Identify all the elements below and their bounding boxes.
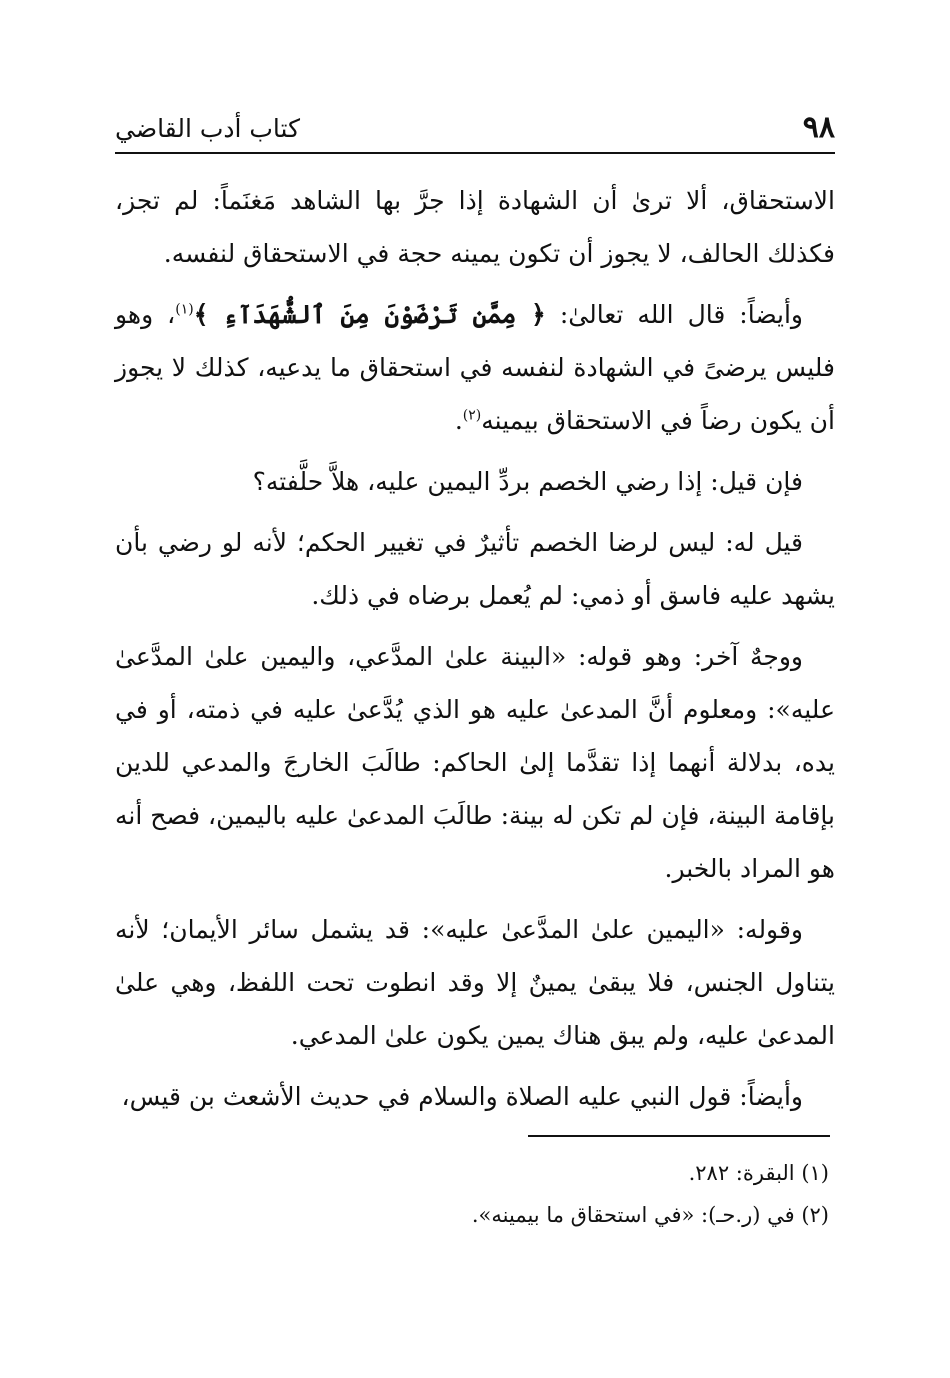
paragraph-5: ووجهٌ آخر: وهو قوله: «البينة علىٰ المدَّعي، واليمين علىٰ المدَّعىٰ عليه»: ومعلوم أنَّ المدعىٰ عليه هو الذي يُدَّعىٰ عليه في ذمته، أو في يده، بدلالة أنهما إذا تقدَّما إلىٰ الحاكم: طالَبَ الخارجَ والمدعي للدين بإقامة البينة، فإن لم تكن له بينة: طالَبَ المدعىٰ عليه باليمين، فصح أنه هو المراد بالخبر. (115, 642, 835, 883)
footnote-1: (١) البقرة: ٢٨٢. (688, 1161, 829, 1185)
page-number: ٩٨ (802, 110, 835, 145)
footnotes (115, 1152, 835, 1236)
paragraph-1: الاستحقاق، ألا ترىٰ أن الشهادة إذا جرَّ بها الشاهد مَغنَماً: لم تجز، فكذلك الحالف، لا يجوز أن تكون يمينه حجة في الاستحقاق لنفسه. (115, 186, 835, 268)
footnote-ref-1[interactable]: (١) (175, 301, 194, 318)
paragraph-7: وأيضاً: قول النبي عليه الصلاة والسلام في حديث الأشعث بن قيس، (121, 1082, 803, 1111)
quran-verse: ﴿ مِمَّن تَرْضَوْنَ مِنَ ٱلشُّهَدَآءِ ﴾ (193, 300, 546, 329)
footnote-rule (528, 1135, 830, 1137)
header-rule (115, 152, 835, 154)
paragraph-4: قيل له: ليس لرضا الخصم تأثيرٌ في تغيير الحكم؛ لأنه لو رضي بأن يشهد عليه فاسق أو ذمي: لم يُعمل برضاه في ذلك. (115, 528, 835, 610)
footnote-2: (٢) في (ر.حـ): «في استحقاق ما بيمينه». (471, 1203, 829, 1227)
paragraph-2-intro: وأيضاً: قال الله تعالىٰ: (545, 300, 804, 329)
paragraph-2-body: ، وهو فليس يرضىً في الشهادة لنفسه في استحقاق ما يدعيه، كذلك لا يجوز أن يكون رضاً في الاستحقاق بيمينه (115, 300, 835, 435)
paragraph-2-end: . (454, 406, 463, 435)
running-title: كتاب أدب القاضي (115, 114, 300, 143)
paragraph-3: فإن قيل: إذا رضي الخصم بردِّ اليمين عليه، هلاَّ حلَّفته؟ (252, 467, 803, 496)
page-header (115, 106, 835, 152)
paragraph-2 (115, 288, 835, 447)
paragraph-6: وقوله: «اليمين علىٰ المدَّعىٰ عليه»: قد يشمل سائر الأيمان؛ لأنه يتناول الجنس، فلا يبقىٰ يمينٌ إلا وقد انطوت تحت اللفظ، وهي علىٰ المدعىٰ عليه، ولم يبق هناك يمين يكون علىٰ المدعي. (115, 915, 835, 1050)
main-text (115, 174, 835, 1123)
footnote-ref-2[interactable]: (٢) (462, 407, 482, 424)
